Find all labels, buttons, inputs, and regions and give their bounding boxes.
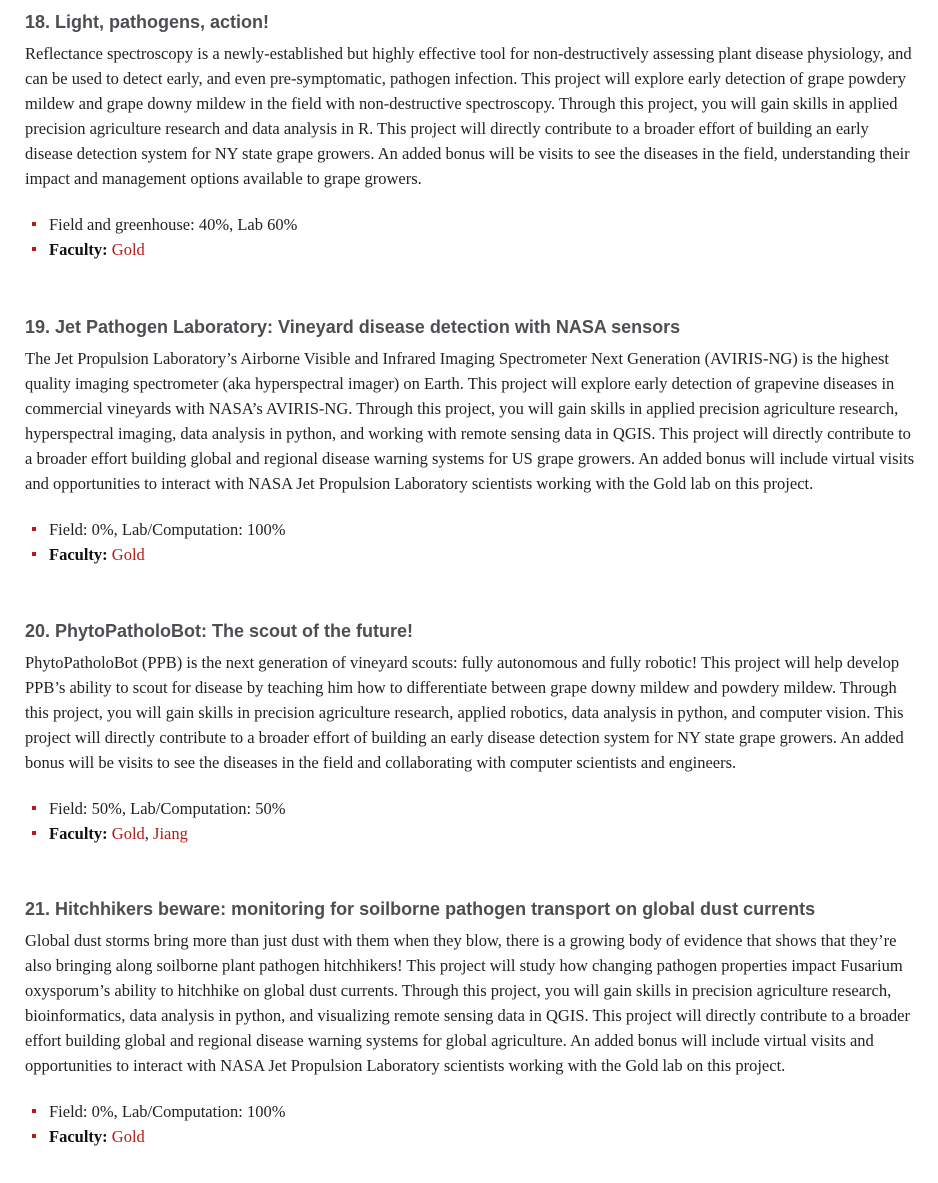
- project-details: [25, 1099, 915, 1149]
- project-21: [25, 898, 915, 1149]
- faculty-link-gold[interactable]: Gold: [111, 1127, 145, 1146]
- faculty-item: [25, 1124, 915, 1149]
- project-title: 20. PhytoPatholoBot: The scout of the future!: [25, 621, 413, 641]
- faculty-label: Faculty:: [49, 240, 108, 259]
- faculty-label: Faculty:: [49, 824, 108, 843]
- faculty-item: [25, 237, 915, 262]
- split-item: [25, 796, 915, 821]
- bullet-icon: [32, 1109, 36, 1113]
- split-item: [25, 212, 915, 237]
- faculty-link-gold[interactable]: Gold: [111, 545, 145, 564]
- split-text: Field: 50%, Lab/Computation: 50%: [49, 799, 286, 818]
- project-description: PhytoPatholoBot (PPB) is the next generation of vineyard scouts: fully autonomous and fully robotic! This project will help develop PPB’s ability to scout for disease by teaching him how to differentiate between grape downy mildew and powdery mildew. Through this project, you will gain skills in precision agriculture research, applied robotics, data analysis in python, and computer vision. This project will directly contribute to a broader effort of building an early disease detection system for NY state grape growers. An added bonus will be visits to see the diseases in the field and collaborating with computer scientists and engineers.: [25, 653, 904, 772]
- faculty-link-gold[interactable]: Gold: [111, 824, 145, 843]
- project-20: [25, 620, 915, 846]
- split-text: Field: 0%, Lab/Computation: 100%: [49, 520, 286, 539]
- project-18: [25, 11, 915, 262]
- faculty-link-jiang[interactable]: Jiang: [153, 824, 188, 843]
- project-description: The Jet Propulsion Laboratory’s Airborne Visible and Infrared Imaging Spectrometer Next Generation (AVIRIS-NG) is the highest quality imaging spectrometer (aka hyperspectral imager) on Earth. This project will explore early detection of grapevine diseases in commercial vineyards with NASA’s AVIRIS-NG. Through this project, you will gain skills in applied precision agriculture research, hyperspectral imaging, data analysis in python, and working with remote sensing data in QGIS. This project will directly contribute to a broader effort building global and regional disease warning systems for US grape growers. An added bonus will include virtual visits and opportunities to interact with NASA Jet Propulsion Laboratory scientists working with the Gold lab on this project.: [25, 349, 915, 493]
- project-description: Global dust storms bring more than just dust with them when they blow, there is a growing body of evidence that shows that they’re also bringing along soilborne plant pathogen hitchhikers! This project will study how changing pathogen properties impact Fusarium oxysporum’s ability to hitchhike on global dust currents. Through this project, you will gain skills in precision agriculture research, bioinformatics, data analysis in python, and visualizing remote sensing data in QGIS. This project will directly contribute to a broader effort building global and regional disease warning systems for global agriculture. An added bonus will include virtual visits and opportunities to interact with NASA Jet Propulsion Laboratory scientists working with the Gold lab on this project.: [25, 931, 910, 1075]
- bullet-icon: [32, 1134, 36, 1138]
- faculty-label: Faculty:: [49, 545, 108, 564]
- split-text: Field and greenhouse: 40%, Lab 60%: [49, 215, 298, 234]
- split-item: [25, 1099, 915, 1124]
- faculty-item: [25, 542, 915, 567]
- project-details: [25, 796, 915, 846]
- faculty-link-gold[interactable]: Gold: [111, 240, 145, 259]
- bullet-icon: [32, 806, 36, 810]
- bullet-icon: [32, 552, 36, 556]
- project-title: 19. Jet Pathogen Laboratory: Vineyard disease detection with NASA sensors: [25, 317, 681, 337]
- project-title: 21. Hitchhikers beware: monitoring for soilborne pathogen transport on global dust currents: [25, 899, 816, 919]
- bullet-icon: [32, 527, 36, 531]
- split-item: [25, 517, 915, 542]
- project-title: 18. Light, pathogens, action!: [25, 12, 270, 32]
- faculty-item: Faculty: Gold, Jiang: [25, 821, 915, 846]
- project-19: [25, 316, 915, 567]
- faculty-label: Faculty:: [49, 1127, 108, 1146]
- project-details: [25, 517, 915, 567]
- bullet-icon: [32, 222, 36, 226]
- split-text: Field: 0%, Lab/Computation: 100%: [49, 1102, 286, 1121]
- bullet-icon: [32, 831, 36, 835]
- project-details: [25, 212, 915, 262]
- project-description: Reflectance spectroscopy is a newly-established but highly effective tool for non-destructively assessing plant disease physiology, and can be used to detect early, and even pre-symptomatic, pathogen infection. This project will explore early detection of grape powdery mildew and grape downy mildew in the field with non-destructive spectroscopy. Through this project, you will gain skills in applied precision agriculture research and data analysis in R. This project will directly contribute to a broader effort of building an early disease detection system for NY state grape growers. An added bonus will be visits to see the diseases in the field, understanding their impact and management options available to grape growers.: [25, 44, 912, 188]
- bullet-icon: [32, 247, 36, 251]
